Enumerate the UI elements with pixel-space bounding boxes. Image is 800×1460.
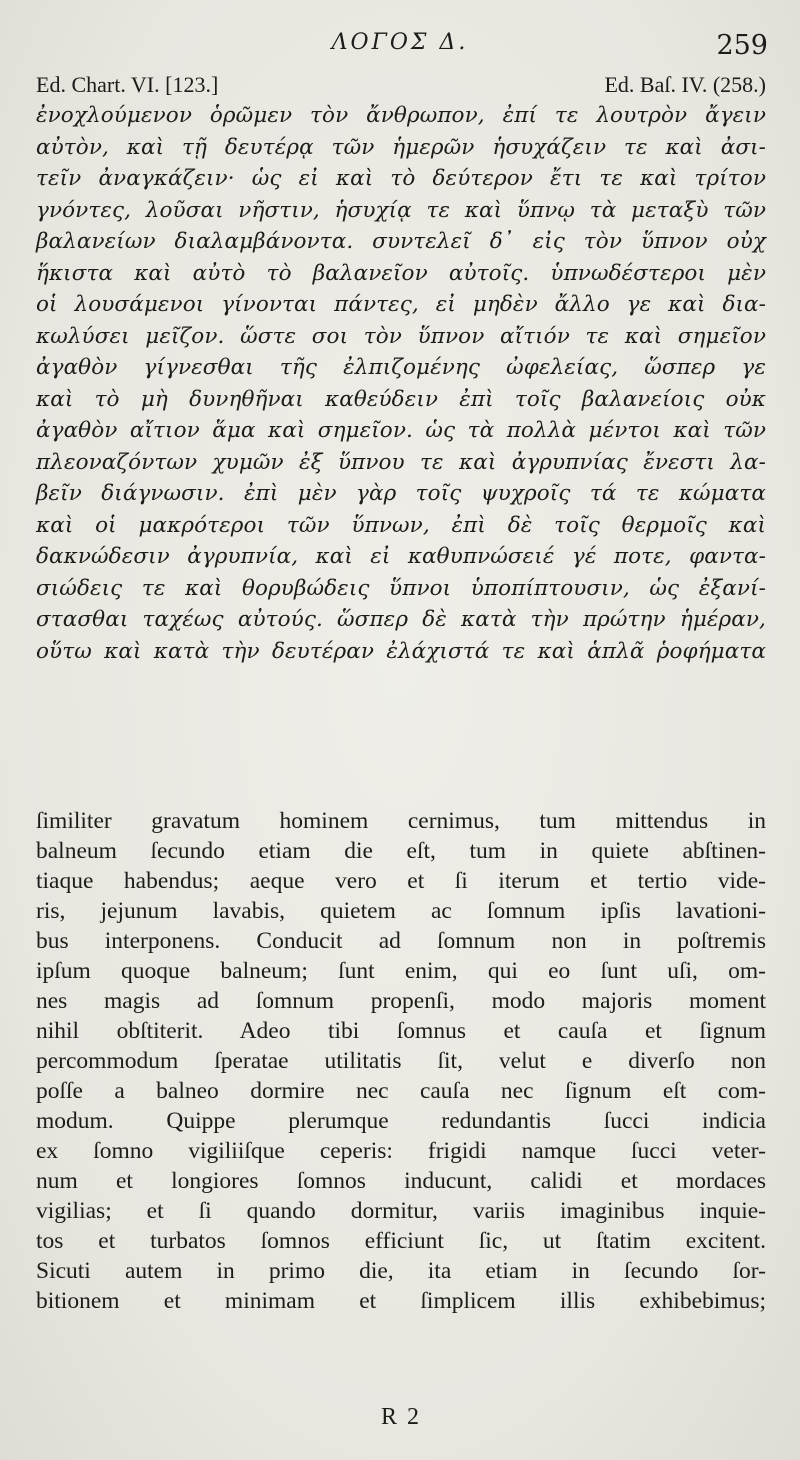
latin-text-line: Sicuti autem in primo die, ita etiam in ſecundo ſor- [36, 1258, 766, 1284]
latin-text-line: percommodum ſperatae utilitatis ſit, velut e diverſo non [36, 1048, 766, 1074]
latin-text-line: ris, jejunum lavabis, quietem ac ſomnum ipſis lavationi- [36, 898, 766, 924]
greek-text-line: πλεοναζόντων χυμῶν ἐξ ὕπνου τε καὶ ἀγρυπνίας ἔνεστι λα- [36, 449, 766, 475]
latin-text-line: ſimiliter gravatum hominem cernimus, tum mittendus in [36, 808, 766, 834]
edition-reference-line [36, 72, 766, 98]
greek-text-line: ἀγαθὸν γίγνεσθαι τῆς ἐλπιζομένης ὠφελείας, ὥσπερ γε [36, 355, 766, 380]
greek-text-line: ἀγαθὸν αἴτιον ἅμα καὶ σημεῖον. ὡς τὰ πολλὰ μέντοι καὶ τῶν [36, 418, 766, 443]
greek-text-line: τεῖν ἀναγκάζειν· ὡς εἰ καὶ τὸ δεύτερον ἔτι τε καὶ τρίτον [36, 166, 766, 191]
greek-text-line: ἐνοχλούμενον ὁρῶμεν τὸν ἄνθρωπον, ἐπί τε λουτρὸν ἄγειν [36, 103, 766, 128]
greek-text-line: οὕτω καὶ κατὰ τὴν δευτέραν ἐλάχιστά τε καὶ ἁπλᾶ ῥοφήματα [36, 638, 766, 664]
latin-text-line: tiaque habendus; aeque vero et ſi iterum et tertio vide- [36, 868, 766, 894]
greek-text-line: καὶ τὸ μὴ δυνηθῆναι καθεύδειν ἐπὶ τοῖς βαλανείοις οὐκ [36, 386, 766, 412]
greek-text-line: σιώδεις τε καὶ θορυβώδεις ὕπνοι ὑποπίπτουσιν, ὡς ἐξανί- [36, 575, 766, 601]
edition-reference-basel: Ed. Baſ. IV. (258.) [604, 72, 766, 97]
latin-text-line: nihil obſtiterit. Adeo tibi ſomnus et cauſa et ſignum [36, 1018, 766, 1044]
latin-text-line: bitionem et minimam et ſimplicem illis exhibebimus; [36, 1288, 766, 1314]
page-number: 259 [716, 30, 768, 61]
latin-text-block [36, 806, 766, 1316]
greek-text-line: στασθαι ταχέως αὐτούς. ὥσπερ δὲ κατὰ τὴν πρώτην ἡμέραν, [36, 607, 766, 632]
greek-text-line: οἱ λουσάμενοι γίνονται πάντες, εἰ μηδὲν ἄλλο γε καὶ δια- [36, 292, 766, 317]
greek-text-line: βαλανείων διαλαμβάνοντα. συντελεῖ δ᾽ εἰς τὸν ὕπνον οὐχ [36, 229, 766, 254]
greek-text-line: δακνώδεσιν ἀγρυπνία, καὶ εἰ καθυπνώσειέ γέ ποτε, φαντα- [36, 544, 766, 569]
latin-text-line: nes magis ad ſomnum propenſi, modo majoris moment [36, 988, 766, 1014]
latin-text-line: ex ſomno vigiliiſque ceperis: frigidi namque ſucci veter- [36, 1138, 766, 1164]
greek-text-line: καὶ οἱ μακρότεροι τῶν ὕπνων, ἐπὶ δὲ τοῖς θερμοῖς καὶ [36, 512, 766, 538]
greek-text-line: ἥκιστα καὶ αὐτὸ τὸ βαλανεῖον αὐτοῖς. ὑπνωδέστεροι μὲν [36, 260, 766, 286]
greek-text-line: κωλύσει μεῖζον. ὥστε σοι τὸν ὕπνον αἴτιόν τε καὶ σημεῖον [36, 323, 766, 349]
signature-letter: R [380, 1404, 397, 1430]
latin-text-line: bus interponens. Conducit ad ſomnum non in poſtremis [36, 928, 766, 954]
greek-text-line: γνόντες, λοῦσαι νῆστιν, ἡσυχίᾳ τε καὶ ὕπνῳ τὰ μεταξὺ τῶν [36, 197, 766, 223]
signature-number: 2 [407, 1404, 419, 1430]
latin-text-line: num et longiores ſomnos inducunt, calidi et mordaces [36, 1168, 766, 1194]
greek-text-line: αὐτὸν, καὶ τῇ δευτέρᾳ τῶν ἡμερῶν ἡσυχάζειν τε καὶ ἀσι- [36, 134, 766, 160]
latin-text-line: balneum ſecundo etiam die eſt, tum in quiete abſtinen- [36, 838, 766, 864]
latin-text-line: ipſum quoque balneum; ſunt enim, qui eo ſunt uſi, om- [36, 958, 766, 984]
latin-text-line: modum. Quippe plerumque redundantis ſucci indicia [36, 1108, 766, 1134]
latin-text-line: tos et turbatos ſomnos efficiunt ſic, ut ſtatim excitent. [36, 1228, 766, 1254]
edition-reference-chartier: Ed. Chart. VI. [123.] [36, 72, 219, 97]
greek-text-line: βεῖν διάγνωσιν. ἐπὶ μὲν γὰρ τοῖς ψυχροῖς τά τε κώματα [36, 481, 766, 506]
signature-mark [0, 1404, 800, 1431]
latin-text-line: poſſe a balneo dormire nec cauſa nec ſignum eſt com- [36, 1078, 766, 1104]
latin-text-line: vigilias; et ſi quando dormitur, variis imaginibus inquie- [36, 1198, 766, 1224]
greek-text-block [36, 100, 766, 667]
running-title: ΛΟΓΟΣ Δ. [331, 30, 469, 55]
